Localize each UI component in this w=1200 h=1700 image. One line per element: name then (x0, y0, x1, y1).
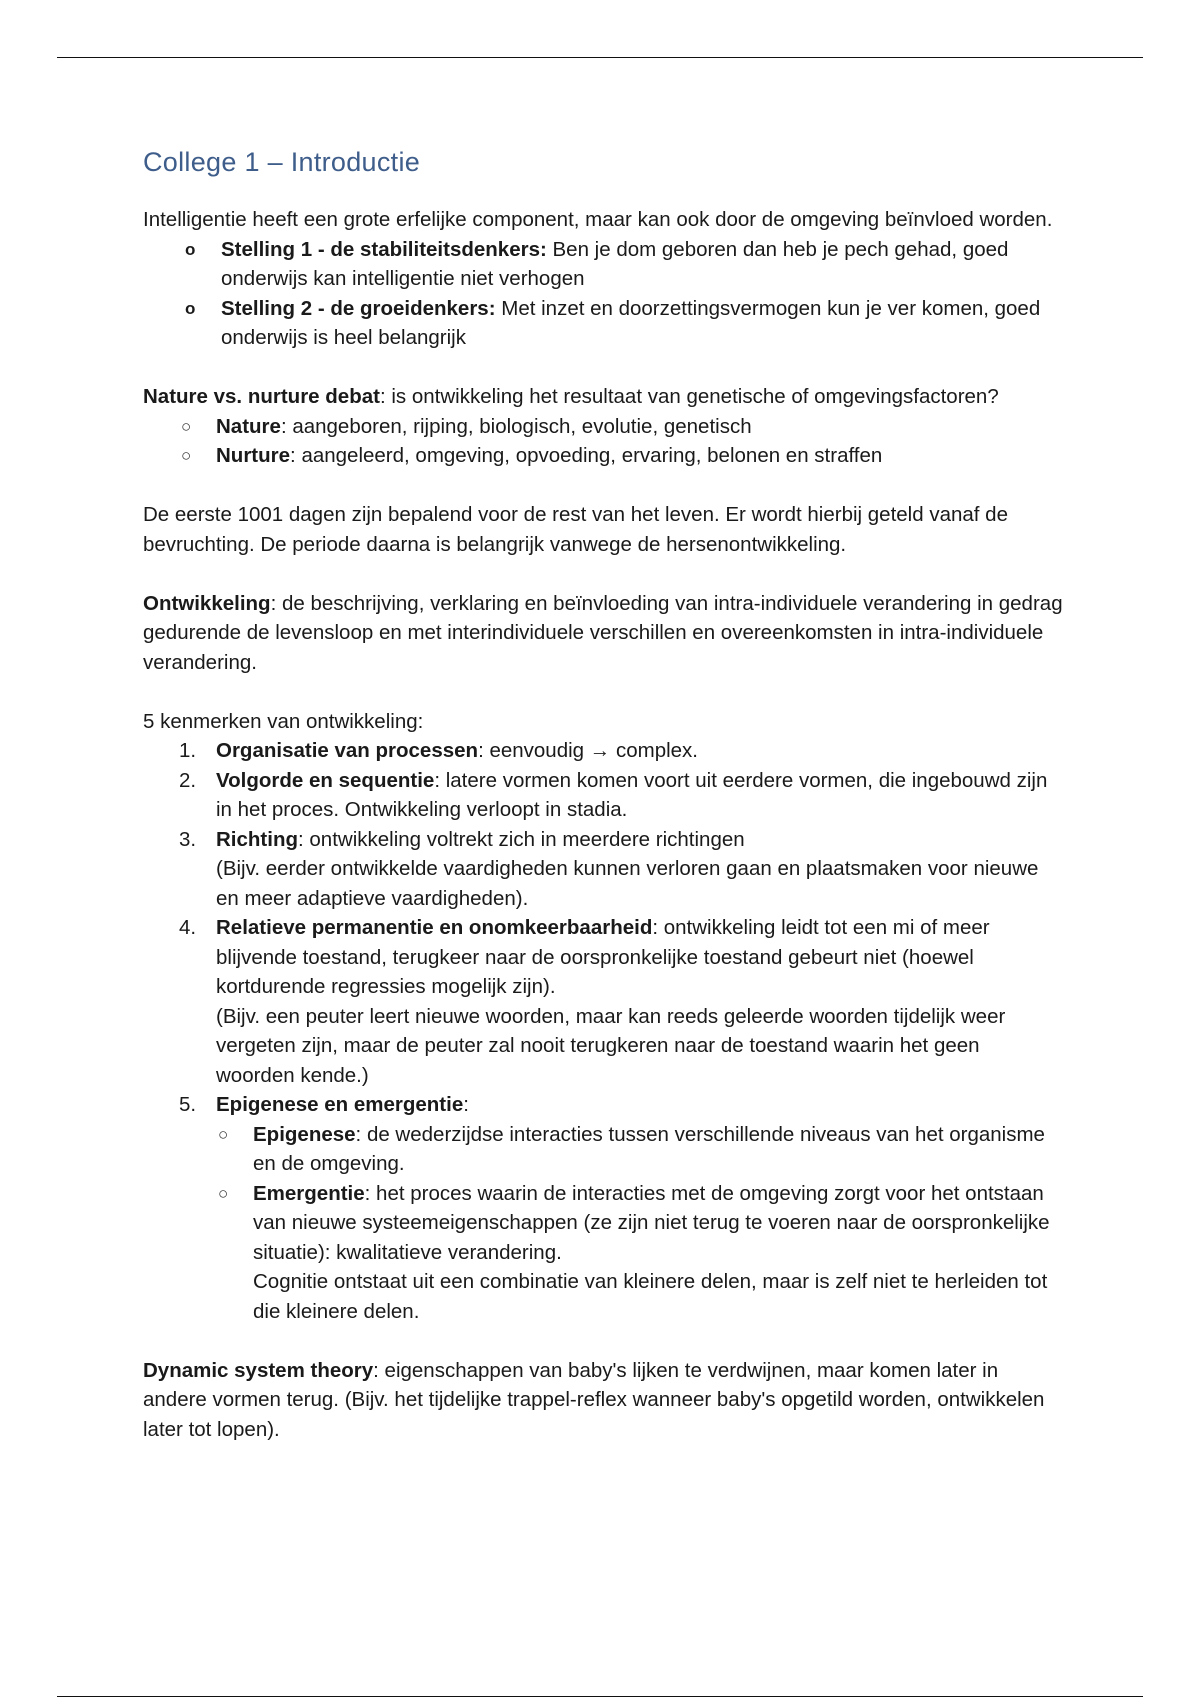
dynamic-text: : eigenschappen van baby's lijken te verdwijnen, maar komen later in andere vormen terug. (Bijv. het tijdelijke trappel-reflex wanneer baby's opgetild worden, ontwikkelen later tot lopen). (143, 1358, 1045, 1441)
dynamic-paragraph (143, 1356, 1063, 1445)
item-number: 1. (179, 739, 197, 762)
item-term: Relatieve permanentie en onomkeerbaarheid (216, 916, 653, 939)
item-text: : aangeleerd, omgeving, opvoeding, ervaring, belonen en straffen (290, 444, 883, 467)
item-text: : aangeboren, rijping, biologisch, evolutie, genetisch (280, 414, 752, 438)
item-example: (Bijv. een peuter leert nieuwe woorden, maar kan reeds geleerde woorden tijdelijk weer vergeten zijn, maar de peuter zal nooit terugkeren naar de toestand waarin het geen woorden kende.) (216, 1004, 1006, 1087)
list-item (143, 766, 1063, 825)
ontwikkeling-text: : de beschrijving, verklaring en beïnvloeding van intra-individuele verandering in gedrag gedurende de levensloop en met interindividuele verschillen en overeenkomsten in intra-individuele verandering. (143, 591, 1063, 674)
kenmerken-intro: 5 kenmerken van ontwikkeling: (143, 709, 424, 733)
list-item (143, 294, 1063, 353)
sub-list (143, 1120, 1063, 1327)
document-body (143, 143, 1063, 1444)
item-term: Stelling 1 - de stabiliteitsdenkers: (221, 237, 547, 261)
arrow-right-icon: → (589, 739, 611, 762)
page-title: College 1 – Introductie (143, 147, 421, 177)
list-item (143, 913, 1063, 1090)
list-item (143, 1179, 1063, 1327)
list-item (143, 1090, 1063, 1326)
bullet-icon: o (185, 239, 196, 259)
nature-text: : is ontwikkeling het resultaat van genetische of omgevingsfactoren? (379, 385, 999, 408)
item-example: (Bijv. eerder ontwikkelde vaardigheden kunnen verloren gaan en plaatsmaken voor nieuwe en meer adaptieve vaardigheden). (216, 857, 1039, 910)
item-term: Nature (216, 414, 281, 438)
stellingen-list (143, 235, 1063, 353)
header-rule (57, 57, 1143, 58)
item-text: : ontwikkeling leidt tot een mi of meer blijvende toestand, terugkeer naar de oorspronkelijke toestand gebeurt niet (hoewel kortdurende regressies mogelijk zijn). (216, 916, 990, 998)
list-item (143, 235, 1063, 294)
list-item (143, 441, 1063, 471)
dynamic-term: Dynamic system theory (143, 1358, 374, 1382)
bullet-icon: ○ (181, 446, 192, 465)
item-term: Emergentie (253, 1181, 365, 1205)
item-number: 3. (179, 827, 197, 851)
item-text: : het proces waarin de interacties met de omgeving zorgt voor het ontstaan van nieuwe systeemeigenschappen (ze zijn niet terug te voeren naar de oorspronkelijke situatie): kwalitatieve verandering. (253, 1181, 1050, 1264)
item-term: Volgorde en sequentie (216, 768, 435, 792)
list-item (143, 736, 1063, 766)
item-text: complex. (610, 739, 698, 762)
list-item (143, 412, 1063, 442)
bullet-icon: ○ (181, 416, 192, 436)
ontwikkeling-paragraph (143, 589, 1063, 678)
days-paragraph: De eerste 1001 dagen zijn bepalend voor de rest van het leven. Er wordt hierbij geteld vanaf de bevruchting. De periode daarna is belangrijk vanwege de hersenontwikkeling. (143, 503, 1008, 556)
list-item (143, 1120, 1063, 1179)
bullet-icon: ○ (218, 1124, 229, 1144)
item-text: : de wederzijdse interacties tussen verschillende niveaus van het organisme en de omgeving. (253, 1122, 1045, 1175)
kenmerken-list (143, 736, 1063, 1326)
nature-term: Nature vs. nurture debat (143, 385, 380, 408)
item-text: : ontwikkeling voltrekt zich in meerdere richtingen (298, 827, 745, 851)
item-term: Epigenese en emergentie (216, 1093, 464, 1116)
item-text: : latere vormen komen voort uit eerdere vormen, die ingebouwd zijn in het proces. Ontwikkeling verloopt in stadia. (216, 768, 1048, 821)
item-number: 4. (179, 916, 197, 939)
item-note: Cognitie ontstaat uit een combinatie van kleinere delen, maar is zelf niet te herleiden tot die kleinere delen. (253, 1270, 1048, 1323)
intro-paragraph: Intelligentie heeft een grote erfelijke component, maar kan ook door de omgeving beïnvloed worden. (143, 208, 1053, 231)
item-number: 5. (179, 1093, 197, 1116)
item-term: Epigenese (253, 1122, 356, 1146)
nature-paragraph (143, 382, 1063, 412)
bullet-icon: ○ (218, 1183, 229, 1203)
item-text: : (463, 1093, 469, 1116)
item-number: 2. (179, 768, 197, 792)
footer-rule (57, 1696, 1143, 1697)
ontwikkeling-term: Ontwikkeling (143, 591, 271, 615)
nature-list (143, 412, 1063, 471)
item-text: Met inzet en doorzettingsvermogen kun je ver komen, goed onderwijs is heel belangrijk (221, 296, 1041, 349)
bullet-icon: o (185, 298, 196, 318)
list-item (143, 825, 1063, 914)
item-term: Stelling 2 - de groeidenkers: (221, 296, 496, 320)
item-term: Organisatie van processen (216, 739, 479, 762)
item-text: Ben je dom geboren dan heb je pech gehad, goed onderwijs kan intelligentie niet verhogen (221, 237, 1009, 290)
item-term: Nurture (216, 444, 291, 467)
item-term: Richting (216, 827, 298, 851)
item-text: : eenvoudig (478, 739, 590, 762)
